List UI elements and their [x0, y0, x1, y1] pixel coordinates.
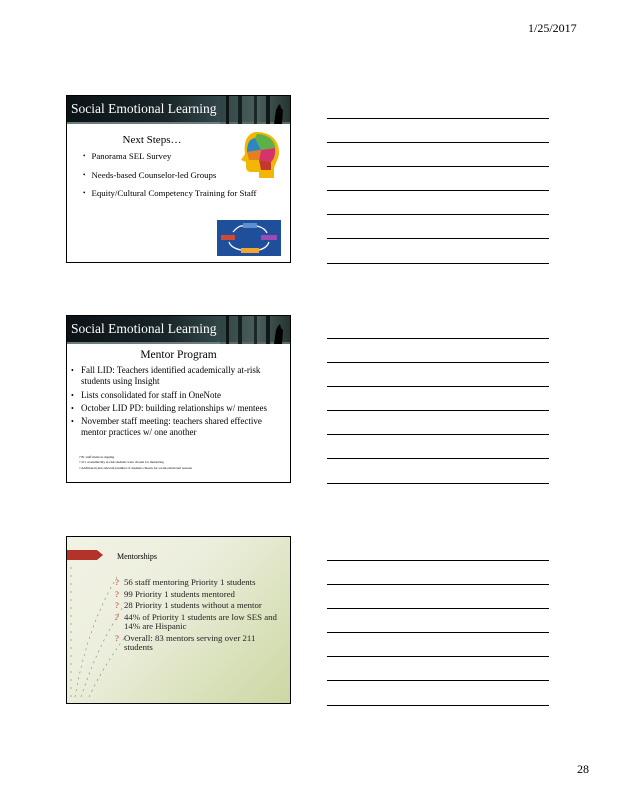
bullet-marker: ? [115, 577, 119, 587]
page-number: 28 [577, 762, 589, 776]
bullet-item: ? 56 staff mentoring Priority 1 students [115, 577, 256, 587]
slide-subtitle: Mentor Program [140, 349, 217, 361]
bullet-item: ? 44% of Priority 1 students are low SES and 14% are Hispanic [115, 612, 277, 632]
note-line [327, 632, 549, 633]
note-line [327, 584, 549, 585]
note-line [327, 338, 549, 339]
slide-title: Mentorships [117, 552, 157, 561]
bullet-item: • Lists consolidated for staff in OneNote [71, 390, 286, 401]
bullet-item: ? Overall: 83 mentors serving over 211 students [115, 633, 256, 653]
note-line [327, 166, 549, 167]
note-line [327, 142, 549, 143]
note-line [327, 434, 549, 435]
note-line [327, 680, 549, 681]
bullet-marker: ? [115, 600, 119, 611]
notes-lines [327, 560, 549, 729]
brain-head-graphic [237, 130, 281, 180]
fine-print-item: ? 81 staff mentors signing [79, 455, 192, 460]
bullet-item: • Needs-based Counselor-led Groups [83, 170, 256, 180]
cycle-diagram-graphic [217, 220, 281, 256]
bullet-item: • October LID PD: building relationships w/ mentees [71, 403, 286, 414]
note-line [327, 362, 549, 363]
note-line [327, 386, 549, 387]
forest-wolf-graphic [220, 96, 290, 124]
bullet-list [83, 151, 256, 207]
note-line [327, 656, 549, 657]
notes-lines [327, 338, 549, 507]
slide-1-thumbnail [66, 95, 291, 263]
slide-3-thumbnail [66, 536, 291, 704]
fine-print-list [79, 455, 192, 471]
bullet-list [71, 365, 286, 441]
note-line [327, 263, 549, 264]
bullet-marker: ? [115, 633, 119, 644]
fine-print-item: ? Additional (less relevant) number of students chosen for social-emotional reasons [79, 466, 192, 471]
print-date: 1/25/2017 [528, 21, 577, 35]
note-line [327, 214, 549, 215]
bullet-item: • Equity/Cultural Competency Training for Staff [83, 188, 256, 198]
slide-header [67, 316, 290, 344]
notes-lines [327, 118, 549, 287]
forest-wolf-graphic [220, 316, 290, 344]
note-line [327, 190, 549, 191]
bullet-item: ? 28 Priority 1 students without a mentor [115, 600, 262, 611]
bullet-list [115, 578, 283, 655]
note-line [327, 705, 549, 706]
note-line [327, 560, 549, 561]
note-line [327, 238, 549, 239]
bullet-item: • Fall LID: Teachers identified academically at-risk students using Insight [71, 365, 286, 388]
red-ribbon-decoration [67, 550, 97, 560]
note-line [327, 118, 549, 119]
note-line [327, 483, 549, 484]
slide-title: Social Emotional Learning [71, 101, 217, 116]
slide-header [67, 96, 290, 124]
slide-subtitle: Next Steps… [122, 134, 182, 146]
slide-title: Social Emotional Learning [71, 321, 217, 336]
bullet-item: ? 99 Priority 1 students mentored [115, 588, 235, 599]
note-line [327, 458, 549, 459]
bullet-item: • Panorama SEL Survey [83, 151, 256, 161]
fine-print-item: ? 211 academically at-risk students were chosen for mentoring [79, 460, 192, 465]
bullet-item: • November staff meeting: teachers shared effective mentor practices w/ one another [71, 416, 286, 439]
slide-2-thumbnail [66, 315, 291, 483]
bullet-marker: ? [115, 588, 119, 599]
note-line [327, 608, 549, 609]
bullet-marker: ? [115, 612, 119, 623]
note-line [327, 410, 549, 411]
